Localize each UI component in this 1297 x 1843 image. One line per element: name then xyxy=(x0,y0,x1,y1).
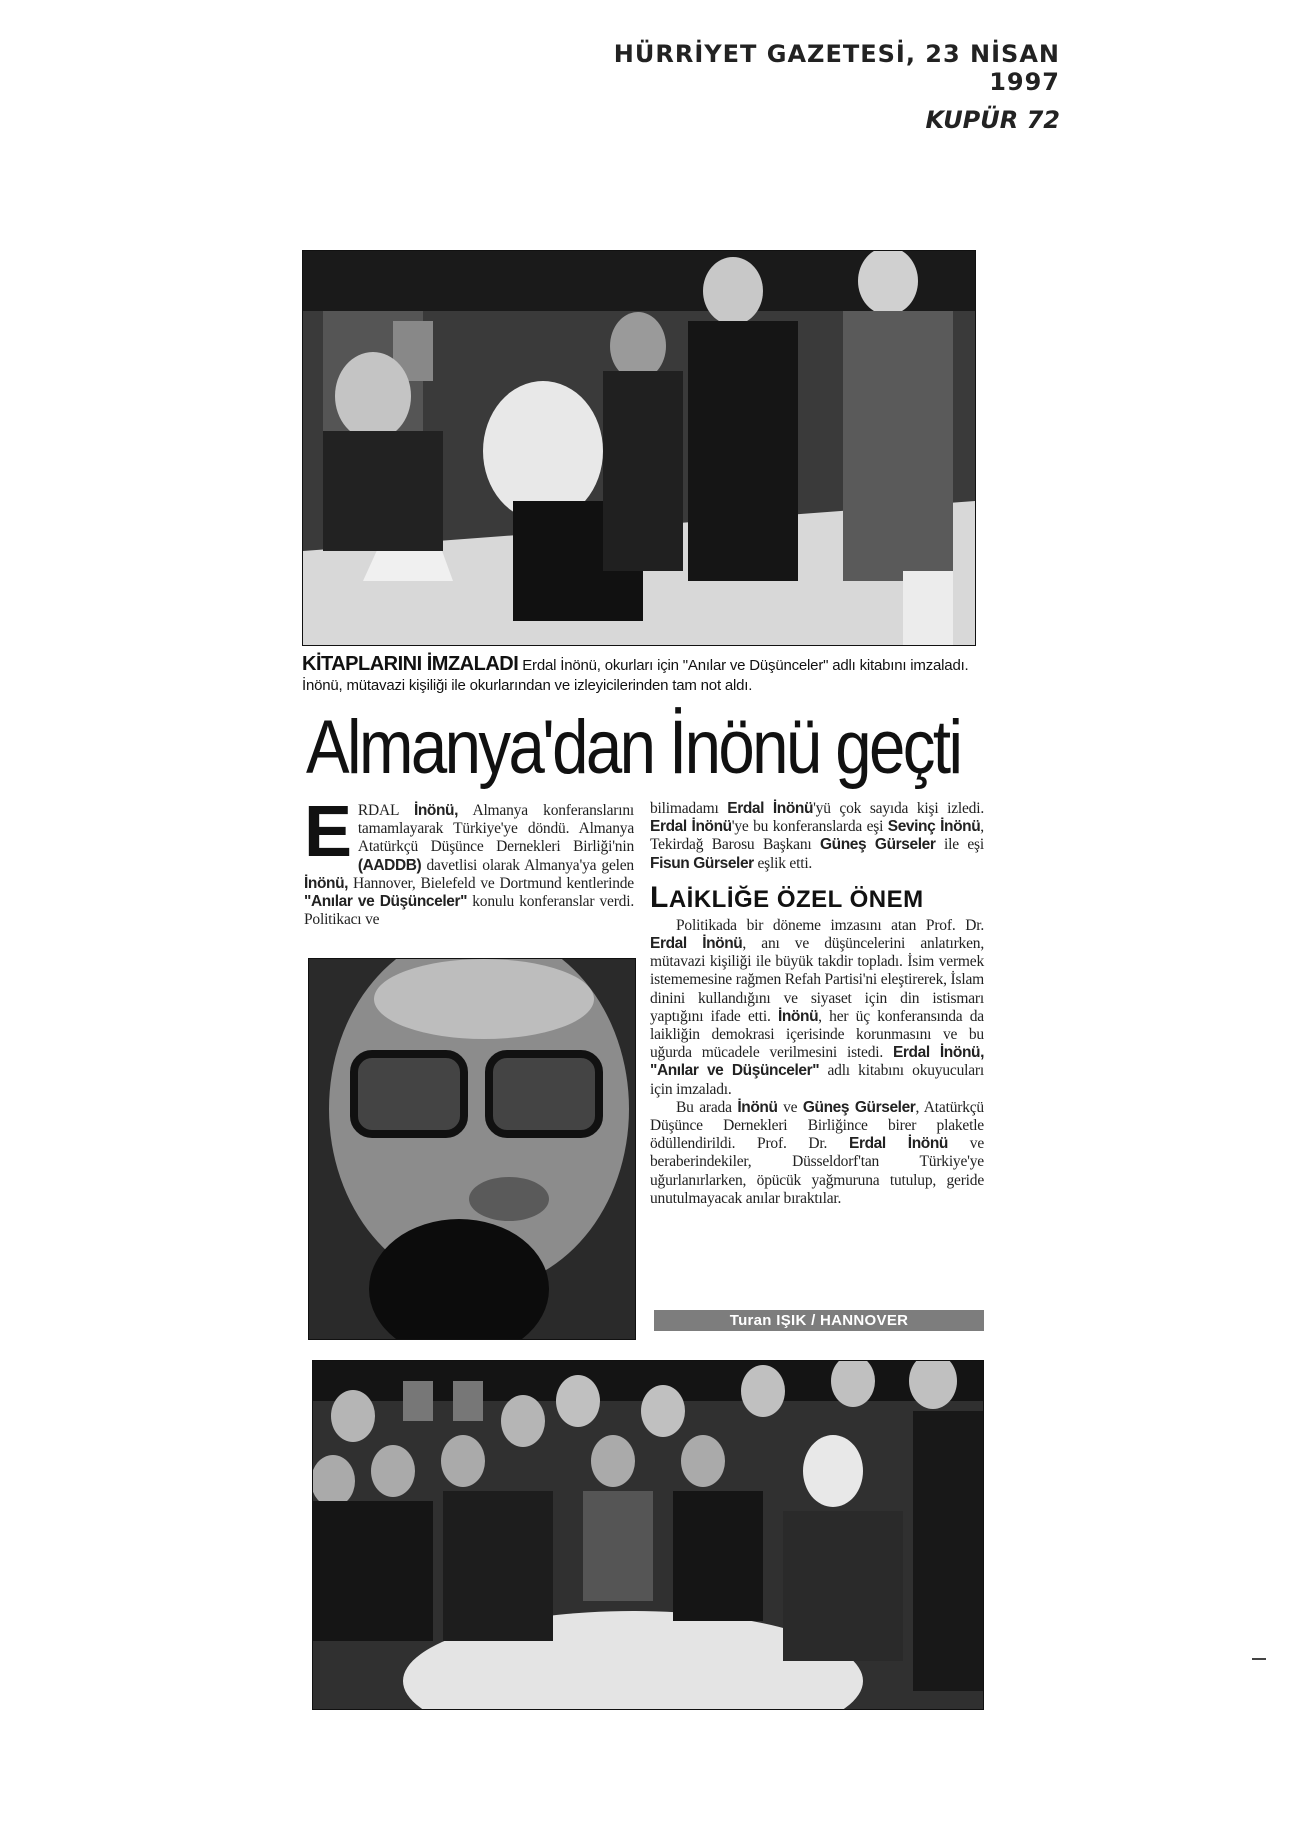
portrait-photo xyxy=(308,958,636,1340)
bold-text-run: İnönü xyxy=(737,1098,778,1116)
clipping-number: KUPÜR 72 xyxy=(925,106,1060,134)
scan-edge-mark xyxy=(1252,1658,1266,1660)
text-run: , anı ve düşüncelerini anlatırken, mütavazi kişiliği ile büyük takdir topladı. İsim vermek istememesine rağmen Refah Partisi'ni eleştirerek, İslam dinini kullandığını ve siyaset için din istismarı yaptığını ifade etti. xyxy=(650,935,984,1025)
left-column-text xyxy=(304,792,634,929)
bold-text-run: Erdal İnönü xyxy=(650,818,732,836)
text-run: , her üç konferansında da laikliğin demokrasi içerisinde korunmasını ve bu uğurda mücadele verilmesini istedi. xyxy=(650,1007,984,1062)
book-signing-photo xyxy=(302,250,976,646)
subheading-text: AİKLİĞE ÖZEL ÖNEM xyxy=(668,885,924,913)
subheading-initial: L xyxy=(650,880,669,914)
article-column-right xyxy=(650,800,984,1208)
article-headline: Almanya'dan İnönü geçti xyxy=(306,705,961,790)
text-run: ve beraberindekiler, Düsseldorf'tan Türkiye'ye uğurlanırlarken, öpücük yağmuruna tutulup, geride unutulmayacak anılar bıraktılar. xyxy=(650,1135,985,1207)
bold-text-run: "Anılar ve Düşünceler" xyxy=(304,893,468,911)
text-run: 'ye bu konferanslarda eşi xyxy=(731,818,888,836)
newspaper-clipping xyxy=(300,250,990,1830)
bold-text-run: Erdal İnönü xyxy=(650,935,743,953)
text-run: Hannover, Bielefeld ve Dortmund kentlerinde xyxy=(348,874,634,892)
text-run: , Tekirdağ Barosu Başkanı xyxy=(650,818,984,854)
text-run: konulu konferanslar verdi. Politikacı ve xyxy=(304,893,634,929)
text-run: Bu arada xyxy=(676,1098,738,1116)
bold-text-run: İnönü xyxy=(777,1007,819,1025)
caption-lead: KİTAPLARINI İMZALADI xyxy=(302,653,519,675)
article-column-left xyxy=(304,792,634,929)
drop-cap: E xyxy=(304,792,352,872)
text-run: ile eşi xyxy=(935,836,984,854)
article-byline: Turan IŞIK / HANNOVER xyxy=(654,1310,984,1331)
right-column-paragraph-1 xyxy=(650,800,984,872)
text-run: davetlisi olarak Almanya'ya gelen xyxy=(421,856,634,874)
bold-text-run: (AADDB) xyxy=(357,856,422,874)
newspaper-source-header: HÜRRİYET GAZETESİ, 23 NİSAN 1997 xyxy=(613,40,1060,96)
text-run: adlı kitabını okuyucuları için imzaladı. xyxy=(650,1062,984,1098)
text-run: eşlik etti. xyxy=(753,854,813,872)
right-column-paragraph-3 xyxy=(650,1099,984,1208)
bold-text-run: Fisun Gürseler xyxy=(650,854,754,872)
bold-text-run: İnönü, xyxy=(304,874,349,892)
photo-caption xyxy=(302,654,982,696)
bold-text-run: Güneş Gürseler xyxy=(802,1098,916,1116)
text-run: , Atatürkçü Düşünce Dernekleri Birliğince birer plaketle ödüllendirildi. Prof. Dr. xyxy=(650,1098,984,1153)
bold-text-run: Erdal İnönü, "Anılar ve Düşünceler" xyxy=(650,1044,984,1080)
bold-text-run: Erdal İnönü xyxy=(849,1135,948,1153)
bold-text-run: İnönü, xyxy=(413,802,459,819)
text-run: bilimadamı xyxy=(650,800,728,817)
text-run: RDAL xyxy=(357,802,414,819)
caption-text: Erdal İnönü, okurları için "Anılar ve Düşünceler" adlı kitabını imzaladı. İnönü, mütavazi kişiliği ile okurlarından ve izleyicilerinden tam not aldı. xyxy=(302,657,969,694)
right-column-paragraph-2 xyxy=(650,917,984,1099)
bold-text-run: Güneş Gürseler xyxy=(819,836,936,854)
text-run: Almanya konferanslarını tamamlayarak Türkiye'ye döndü. Almanya Atatürkçü Düşünce Dernekleri Birliği'nin xyxy=(357,802,634,856)
text-run: ve xyxy=(777,1098,803,1116)
bold-text-run: Sevinç İnönü xyxy=(887,818,981,836)
group-dinner-photo xyxy=(312,1360,984,1710)
text-run: Politikada bir döneme imzasını atan Prof. Dr. xyxy=(676,916,984,934)
text-run: 'yü çok sayıda kişi izledi. xyxy=(813,800,985,817)
bold-text-run: Erdal İnönü xyxy=(727,800,814,817)
article-subheading xyxy=(650,880,984,915)
